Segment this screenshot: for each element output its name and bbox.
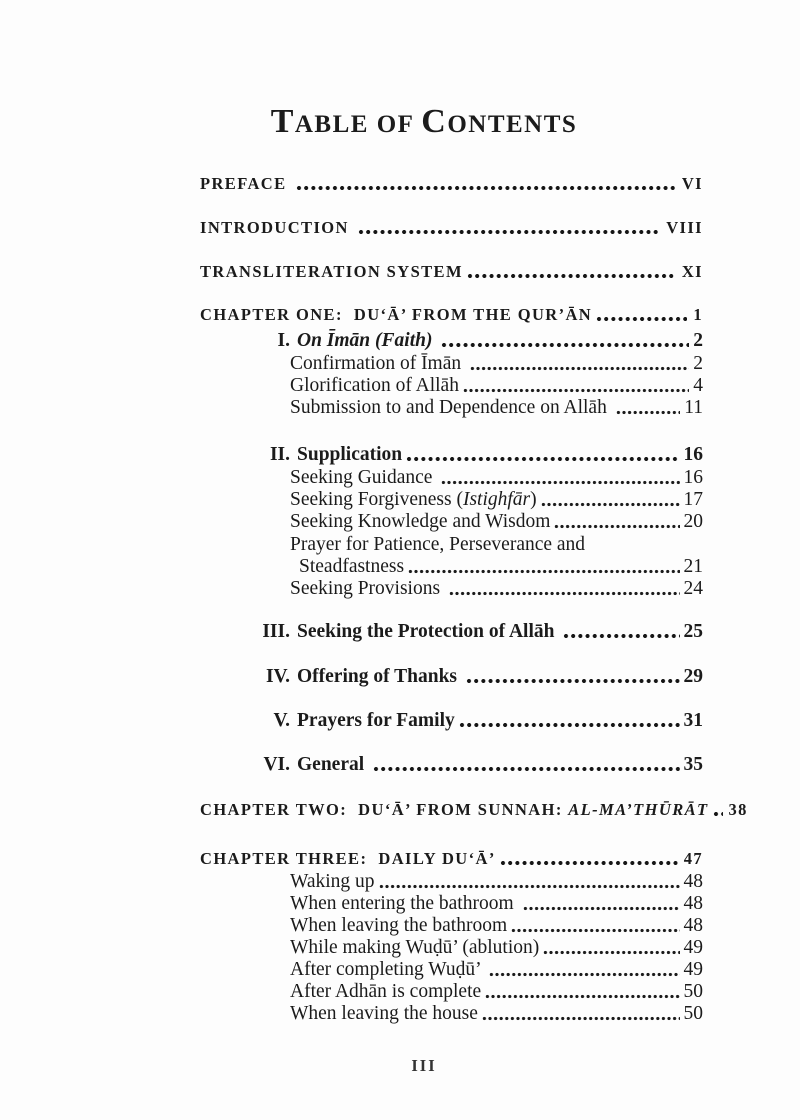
- dot-leader: [441, 342, 689, 348]
- toc-entry-glorification-of-allah: [200, 374, 703, 397]
- toc-entry-label: PREFACE: [200, 174, 293, 193]
- toc-entry-waking-up: [200, 870, 703, 893]
- page-number: 38: [728, 800, 748, 819]
- page-number: 21: [683, 556, 703, 577]
- dot-leader: [459, 722, 680, 728]
- dot-leader: [466, 678, 680, 684]
- dot-leader: [408, 569, 679, 574]
- section-numeral: IV.: [265, 666, 290, 687]
- toc-entry-making-wudu: [200, 936, 703, 959]
- toc-entry-label: Submission to and Dependence on Allāh: [290, 397, 612, 418]
- toc-entry-label: Seeking Provisions: [290, 578, 445, 599]
- title-initial: C: [421, 103, 448, 140]
- toc-entry-label: CHAPTER THREE: DAILY DU‘Ā’: [200, 849, 496, 868]
- toc-entry-label: CHAPTER ONE: DU‘Ā’ FROM THE QUR’ĀN: [200, 305, 593, 324]
- toc-entry-seeking-protection: [200, 620, 703, 643]
- toc-entry-chapter-three: [200, 847, 703, 870]
- dot-leader: [296, 185, 676, 191]
- toc-entry-label: CHAPTER TWO: DU‘Ā’ FROM SUNNAH: AL-MA’THŪRĀT: [200, 800, 709, 819]
- page-number: 17: [683, 489, 703, 510]
- page-number: 31: [683, 710, 703, 731]
- dot-leader: [500, 860, 678, 866]
- toc-entry-label: INTRODUCTION: [200, 218, 355, 237]
- toc-entry-label: When entering the bathroom: [290, 893, 519, 914]
- section-numeral: I.: [277, 330, 290, 351]
- toc-entry-label: Waking up: [290, 871, 375, 892]
- dot-leader: [406, 456, 679, 462]
- toc-entry-label: Prayers for Family: [297, 710, 455, 731]
- toc-entry-general: [200, 753, 703, 776]
- toc-entry-transliteration-system: [200, 260, 703, 283]
- page-number: 50: [683, 981, 703, 1002]
- page-number: 2: [693, 330, 703, 351]
- dot-leader: [511, 928, 679, 933]
- toc-entry-chapter-two: [200, 798, 748, 821]
- page-number: 16: [683, 444, 703, 465]
- toc-entry-prayers-for-family: [200, 709, 703, 732]
- dot-leader: [541, 502, 680, 507]
- page-number: 48: [683, 915, 703, 936]
- page-number: 49: [683, 937, 703, 958]
- folio-page-number: III: [411, 1056, 437, 1075]
- toc-entry-label: Seeking Forgiveness (Istighfār): [290, 489, 537, 510]
- title-text: ONTENTS: [447, 111, 578, 138]
- page-number: 48: [683, 871, 703, 892]
- section-numeral: V.: [273, 710, 290, 731]
- dot-leader: [523, 906, 680, 911]
- toc-entry-prayer-for-patience: [200, 533, 703, 556]
- toc-entry-label: General: [297, 754, 370, 775]
- section-numeral: II.: [269, 444, 290, 465]
- toc-entry-chapter-one: [200, 303, 703, 326]
- toc-entry-seeking-knowledge-wisdom: [200, 510, 703, 533]
- toc-entry-offering-of-thanks: [200, 665, 703, 688]
- toc-entry-seeking-forgiveness: [200, 488, 703, 511]
- title-initial: T: [270, 103, 295, 140]
- toc-entry-seeking-guidance: [200, 466, 703, 489]
- dot-leader: [554, 524, 679, 529]
- toc-entry-confirmation-of-iman: [200, 352, 703, 375]
- title-text: ABLE OF: [294, 111, 422, 138]
- toc-entry-label: After Adhān is complete: [290, 981, 482, 1002]
- section-numeral: III.: [262, 621, 290, 642]
- section-numeral: VI.: [263, 754, 290, 775]
- dot-leader: [449, 591, 680, 596]
- dot-leader: [713, 811, 723, 817]
- toc-entry-label: Seeking the Protection of Allāh: [297, 621, 560, 642]
- toc-entry-label: After completing Wuḍū’: [290, 959, 486, 980]
- toc-entry-label: Prayer for Patience, Perseverance and: [290, 534, 586, 555]
- page-number: VI: [681, 174, 703, 193]
- page-number: XI: [681, 262, 703, 281]
- page-number: 20: [683, 511, 703, 532]
- dot-leader: [543, 950, 679, 955]
- page-number: 29: [683, 666, 703, 687]
- page-number: 16: [683, 467, 703, 488]
- toc-entry-label: On Īmān (Faith): [297, 330, 438, 351]
- page-number: 2: [693, 353, 703, 374]
- toc-entry-on-iman: [200, 329, 703, 352]
- toc-entry-leaving-house: [200, 1002, 703, 1025]
- page-title: [0, 103, 800, 147]
- toc-entry-introduction: [200, 216, 703, 239]
- toc-entry-label: TRANSLITERATION SYSTEM: [200, 262, 463, 281]
- dot-leader: [463, 388, 689, 393]
- toc-entry-label: Supplication: [297, 444, 403, 465]
- toc-entry-entering-bathroom: [200, 892, 703, 915]
- toc-entry-label: When leaving the bathroom: [290, 915, 508, 936]
- toc-entry-seeking-provisions: [200, 577, 703, 600]
- toc-entry-label: When leaving the house: [290, 1003, 478, 1024]
- toc-entry-preface: [200, 172, 703, 195]
- dot-leader: [358, 229, 660, 235]
- dot-leader: [441, 480, 679, 485]
- toc-entry-after-adhan: [200, 980, 703, 1003]
- toc-entry-label: Seeking Guidance: [290, 467, 438, 488]
- page-number: 49: [683, 959, 703, 980]
- page-number: 24: [683, 578, 703, 599]
- toc-entry-steadfastness: [200, 555, 703, 578]
- toc-entry-label: Steadfastness: [299, 556, 405, 577]
- toc-entry-supplication: [200, 443, 703, 466]
- page-number: 47: [683, 849, 703, 868]
- toc-entry-label: While making Wuḍū’ (ablution): [290, 937, 540, 958]
- toc-entry-label: Glorification of Allāh: [290, 375, 459, 396]
- toc-entry-label: Seeking Knowledge and Wisdom: [290, 511, 551, 532]
- dot-leader: [470, 366, 689, 371]
- dot-leader: [596, 316, 687, 322]
- dot-leader: [379, 884, 680, 889]
- page-number: 11: [684, 397, 703, 418]
- toc-entry-label: Confirmation of Īmān: [290, 353, 467, 374]
- page-number: VIII: [666, 218, 703, 237]
- dot-leader: [373, 766, 679, 772]
- dot-leader: [489, 972, 679, 977]
- page-number: 4: [693, 375, 703, 396]
- toc-entry-label: Offering of Thanks: [297, 666, 462, 687]
- dot-leader: [467, 273, 676, 279]
- page-number: 25: [683, 621, 703, 642]
- page-number: 1: [693, 305, 703, 324]
- dot-leader: [616, 410, 681, 415]
- dot-leader: [482, 1016, 680, 1021]
- toc-entry-submission-dependence: [200, 396, 703, 419]
- toc-entry-completing-wudu: [200, 958, 703, 981]
- dot-leader: [563, 633, 679, 639]
- page-number: 35: [683, 754, 703, 775]
- page-number: 48: [683, 893, 703, 914]
- dot-leader: [485, 994, 679, 999]
- toc-entry-leaving-bathroom: [200, 914, 703, 937]
- page-number: 50: [683, 1003, 703, 1024]
